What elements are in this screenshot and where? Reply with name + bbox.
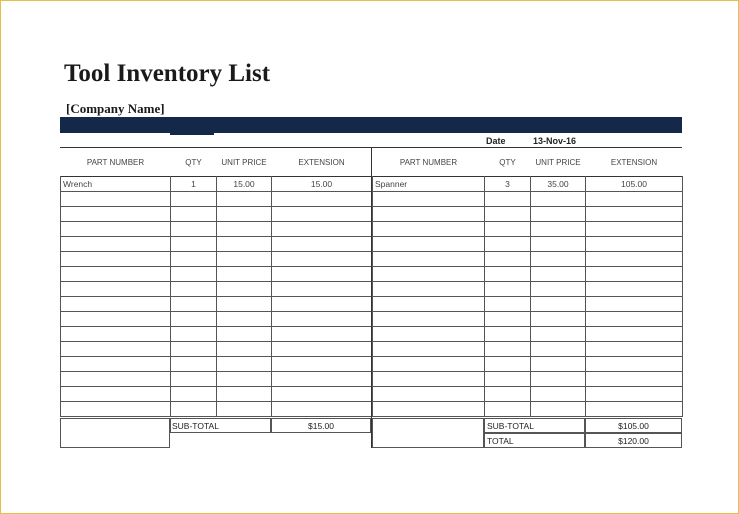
right-inventory-table <box>372 148 683 417</box>
extension-cell[interactable] <box>272 387 372 402</box>
part-number-cell[interactable] <box>61 282 171 297</box>
unit-price-cell[interactable] <box>217 237 272 252</box>
unit-price-cell[interactable] <box>217 282 272 297</box>
extension-cell[interactable] <box>272 222 372 237</box>
part-number-cell[interactable] <box>373 267 485 282</box>
right-total-value: $120.00 <box>618 436 649 446</box>
part-number-cell[interactable] <box>61 252 171 267</box>
header-bar <box>60 117 682 133</box>
extension-cell[interactable] <box>272 297 372 312</box>
extension-cell[interactable] <box>586 342 683 357</box>
right-subtotal-label: SUB-TOTAL <box>487 421 534 431</box>
unit-price-cell[interactable] <box>531 192 586 207</box>
unit-price-cell[interactable] <box>531 252 586 267</box>
extension-cell[interactable] <box>272 207 372 222</box>
part-number-cell[interactable] <box>61 207 171 222</box>
table-row <box>61 327 372 342</box>
column-header-extension: EXTENSION <box>610 157 658 167</box>
qty-cell[interactable] <box>171 297 217 312</box>
extension-cell[interactable] <box>586 402 683 417</box>
part-number-cell[interactable] <box>373 222 485 237</box>
qty-cell[interactable] <box>485 207 531 222</box>
right-subtotal-value: $105.00 <box>618 421 649 431</box>
extension-cell[interactable] <box>272 402 372 417</box>
qty-cell[interactable] <box>485 297 531 312</box>
part-number-cell[interactable] <box>373 282 485 297</box>
extension-cell[interactable] <box>586 237 683 252</box>
table-row <box>373 192 683 207</box>
unit-price-cell[interactable] <box>217 222 272 237</box>
extension-cell[interactable] <box>272 312 372 327</box>
part-number-cell[interactable] <box>373 387 485 402</box>
table-row <box>61 267 372 282</box>
column-header-qty: QTY <box>499 157 516 167</box>
table-row <box>61 402 372 417</box>
left-subtotal-value: $15.00 <box>308 421 334 431</box>
extension-cell[interactable] <box>272 372 372 387</box>
qty-cell[interactable]: 1 <box>171 177 217 192</box>
qty-cell[interactable] <box>485 357 531 372</box>
unit-price-cell[interactable] <box>531 207 586 222</box>
qty-cell[interactable] <box>171 387 217 402</box>
date-label: Date <box>486 136 506 146</box>
extension-cell[interactable] <box>272 237 372 252</box>
unit-price-cell[interactable] <box>217 207 272 222</box>
part-number-cell[interactable] <box>373 252 485 267</box>
unit-price-cell[interactable] <box>217 342 272 357</box>
qty-cell[interactable] <box>171 357 217 372</box>
qty-cell[interactable] <box>485 342 531 357</box>
table-row <box>61 192 372 207</box>
company-name[interactable]: [Company Name] <box>66 101 165 116</box>
part-number-cell[interactable] <box>61 327 171 342</box>
table-row <box>61 357 372 372</box>
column-header-part-number: PART NUMBER <box>86 157 145 167</box>
unit-price-cell[interactable] <box>531 357 586 372</box>
table-row <box>61 297 372 312</box>
table-row <box>373 222 683 237</box>
date-value[interactable]: 13-Nov-16 <box>533 136 577 146</box>
qty-cell[interactable] <box>485 267 531 282</box>
part-number-cell[interactable] <box>61 342 171 357</box>
qty-cell[interactable] <box>171 327 217 342</box>
part-number-cell[interactable] <box>61 297 171 312</box>
document-title: Tool Inventory List <box>64 60 271 87</box>
qty-cell[interactable]: 3 <box>485 177 531 192</box>
unit-price-cell[interactable] <box>531 267 586 282</box>
table-row <box>61 342 372 357</box>
part-number-cell[interactable] <box>373 192 485 207</box>
table-row <box>61 222 372 237</box>
header-bar-notch <box>170 133 214 135</box>
unit-price-cell[interactable] <box>531 222 586 237</box>
qty-cell[interactable] <box>485 387 531 402</box>
qty-cell[interactable] <box>171 312 217 327</box>
qty-cell[interactable] <box>171 372 217 387</box>
extension-cell[interactable] <box>586 282 683 297</box>
table-row <box>61 207 372 222</box>
part-number-cell[interactable] <box>373 312 485 327</box>
table-row <box>373 282 683 297</box>
part-number-cell[interactable] <box>61 357 171 372</box>
unit-price-cell[interactable] <box>531 327 586 342</box>
table-row <box>373 297 683 312</box>
table-row <box>373 357 683 372</box>
qty-cell[interactable] <box>171 207 217 222</box>
unit-price-cell[interactable] <box>531 297 586 312</box>
table-row <box>373 207 683 222</box>
part-number-cell[interactable]: Wrench <box>61 177 171 192</box>
qty-cell[interactable] <box>485 237 531 252</box>
qty-cell[interactable] <box>485 192 531 207</box>
unit-price-cell[interactable] <box>217 402 272 417</box>
extension-cell[interactable] <box>586 372 683 387</box>
table-row <box>373 312 683 327</box>
qty-cell[interactable] <box>485 312 531 327</box>
part-number-cell[interactable] <box>373 342 485 357</box>
table-row <box>61 177 372 192</box>
unit-price-cell[interactable]: 15.00 <box>217 177 272 192</box>
extension-cell[interactable] <box>586 222 683 237</box>
qty-cell[interactable] <box>171 402 217 417</box>
table-row <box>61 387 372 402</box>
table-row <box>373 252 683 267</box>
qty-cell[interactable] <box>171 342 217 357</box>
unit-price-cell[interactable] <box>217 327 272 342</box>
extension-cell[interactable] <box>272 267 372 282</box>
qty-cell[interactable] <box>485 222 531 237</box>
part-number-cell[interactable] <box>61 402 171 417</box>
table-row <box>373 327 683 342</box>
column-header-part-number: PART NUMBER <box>399 157 458 167</box>
extension-cell[interactable] <box>586 357 683 372</box>
part-number-cell[interactable] <box>373 207 485 222</box>
unit-price-cell[interactable] <box>217 372 272 387</box>
part-number-cell[interactable] <box>61 387 171 402</box>
extension-cell[interactable]: 105.00 <box>586 177 683 192</box>
part-number-cell[interactable] <box>373 402 485 417</box>
table-row <box>61 282 372 297</box>
unit-price-cell[interactable] <box>217 192 272 207</box>
table-divider <box>371 148 372 448</box>
left-subtotal-label: SUB-TOTAL <box>172 421 219 431</box>
extension-cell[interactable] <box>586 207 683 222</box>
qty-cell[interactable] <box>485 327 531 342</box>
qty-cell[interactable] <box>171 192 217 207</box>
qty-cell[interactable] <box>485 282 531 297</box>
unit-price-cell[interactable] <box>531 282 586 297</box>
column-header-unit-price: UNIT PRICE <box>535 157 581 167</box>
unit-price-cell[interactable] <box>531 387 586 402</box>
qty-cell[interactable] <box>485 372 531 387</box>
table-row <box>373 387 683 402</box>
qty-cell[interactable] <box>171 222 217 237</box>
column-header-extension: EXTENSION <box>298 157 345 167</box>
extension-cell[interactable] <box>586 252 683 267</box>
unit-price-cell[interactable] <box>531 312 586 327</box>
table-row <box>61 372 372 387</box>
extension-cell[interactable] <box>586 192 683 207</box>
unit-price-cell[interactable] <box>217 297 272 312</box>
qty-cell[interactable] <box>171 237 217 252</box>
part-number-cell[interactable] <box>373 357 485 372</box>
part-number-cell[interactable] <box>61 237 171 252</box>
table-row <box>61 252 372 267</box>
extension-cell[interactable] <box>272 252 372 267</box>
part-number-cell[interactable] <box>373 372 485 387</box>
extension-cell[interactable] <box>272 342 372 357</box>
extension-cell[interactable] <box>272 357 372 372</box>
qty-cell[interactable] <box>171 252 217 267</box>
qty-cell[interactable] <box>171 282 217 297</box>
extension-cell[interactable] <box>272 282 372 297</box>
extension-cell[interactable] <box>586 387 683 402</box>
unit-price-cell[interactable] <box>531 237 586 252</box>
unit-price-cell[interactable]: 35.00 <box>531 177 586 192</box>
qty-cell[interactable] <box>171 267 217 282</box>
extension-cell[interactable] <box>586 267 683 282</box>
extension-cell[interactable] <box>586 297 683 312</box>
extension-cell[interactable]: 15.00 <box>272 177 372 192</box>
table-row <box>373 402 683 417</box>
unit-price-cell[interactable] <box>531 402 586 417</box>
unit-price-cell[interactable] <box>217 312 272 327</box>
part-number-cell[interactable] <box>373 237 485 252</box>
unit-price-cell[interactable] <box>531 372 586 387</box>
unit-price-cell[interactable] <box>217 357 272 372</box>
extension-cell[interactable] <box>272 327 372 342</box>
table-row <box>373 372 683 387</box>
table-row <box>61 312 372 327</box>
extension-cell[interactable] <box>586 327 683 342</box>
table-row <box>373 267 683 282</box>
qty-cell[interactable] <box>485 252 531 267</box>
table-row <box>61 237 372 252</box>
part-number-cell[interactable] <box>61 372 171 387</box>
right-total-label: TOTAL <box>487 436 514 446</box>
left-footer-blank <box>60 418 170 448</box>
unit-price-cell[interactable] <box>217 387 272 402</box>
part-number-cell[interactable] <box>373 327 485 342</box>
table-row <box>373 177 683 192</box>
column-header-unit-price: UNIT PRICE <box>221 157 267 167</box>
extension-cell[interactable] <box>272 192 372 207</box>
part-number-cell[interactable] <box>61 312 171 327</box>
unit-price-cell[interactable] <box>217 252 272 267</box>
unit-price-cell[interactable] <box>217 267 272 282</box>
extension-cell[interactable] <box>586 312 683 327</box>
right-footer-blank <box>372 418 484 448</box>
table-row <box>373 342 683 357</box>
part-number-cell[interactable] <box>61 267 171 282</box>
unit-price-cell[interactable] <box>531 342 586 357</box>
part-number-cell[interactable] <box>373 297 485 312</box>
table-row <box>373 237 683 252</box>
column-header-qty: QTY <box>185 157 202 167</box>
part-number-cell[interactable]: Spanner <box>373 177 485 192</box>
left-inventory-table <box>60 148 372 417</box>
qty-cell[interactable] <box>485 402 531 417</box>
part-number-cell[interactable] <box>61 192 171 207</box>
part-number-cell[interactable] <box>61 222 171 237</box>
